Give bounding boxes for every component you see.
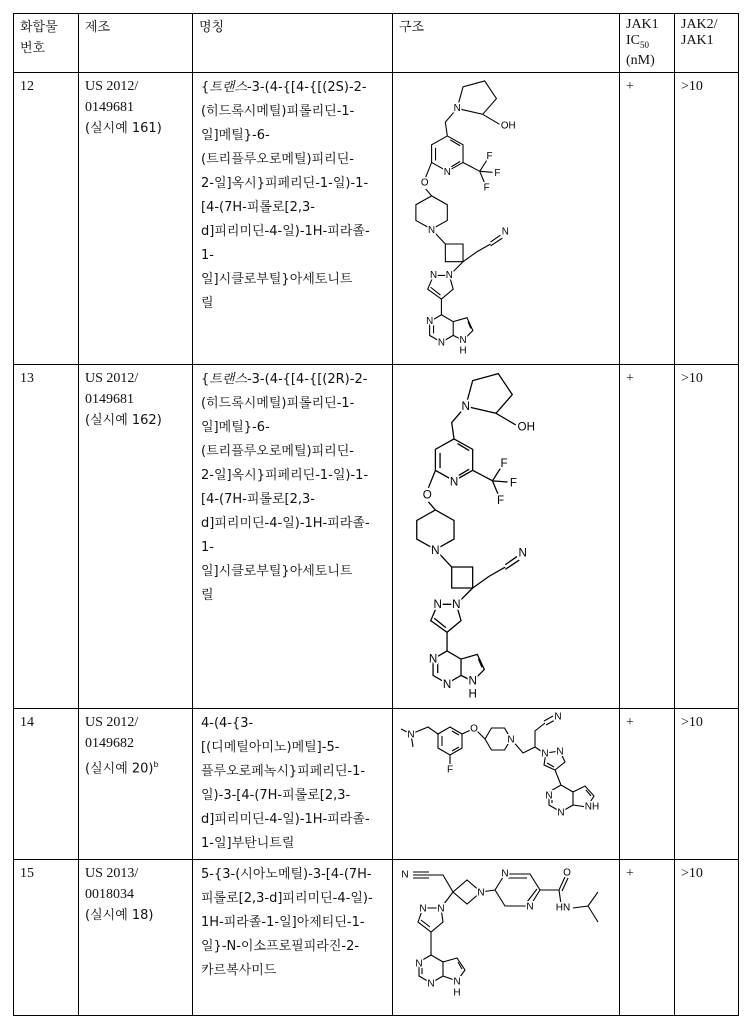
- structure-cell: [393, 708, 620, 859]
- name-line: 일)-3-[4-(7H-피롤로[2,3-: [201, 784, 386, 808]
- prep-line: 0149681: [85, 389, 186, 410]
- atom-label: N: [554, 711, 561, 722]
- table-row: [14, 708, 739, 859]
- table-row: [14, 859, 739, 1015]
- italic-prefix: 트랜스: [209, 372, 247, 387]
- atom-label: N: [415, 958, 422, 969]
- header-line: [626, 33, 668, 53]
- atom-label: N: [419, 903, 426, 914]
- table-row: [14, 72, 739, 364]
- table-row: [14, 364, 739, 708]
- prep-cell: [79, 859, 193, 1015]
- name-cell: [193, 72, 393, 364]
- name-line: 카르복사미드: [201, 959, 386, 983]
- atom-label: OH: [518, 421, 535, 434]
- name-cell: [193, 364, 393, 708]
- atom-label: N: [526, 901, 533, 912]
- atom-label: N: [461, 400, 469, 413]
- atom-label: N: [459, 335, 466, 346]
- header-line: JAK2/: [681, 17, 732, 33]
- header-row: [14, 14, 739, 73]
- name-line: 2-일]옥시}피페리딘-1-일)-1-: [201, 464, 386, 488]
- atom-label: N: [431, 544, 439, 557]
- structure-diagram: [405, 369, 545, 701]
- atom-label: N: [501, 868, 508, 879]
- header-line: JAK1: [681, 33, 732, 49]
- name-line: [201, 76, 386, 100]
- header-compound-no: [14, 14, 79, 73]
- header-line: 번호: [20, 38, 72, 59]
- bonds: [401, 716, 594, 812]
- prep-line: 0149681: [85, 97, 186, 118]
- name-line: 플루오로페녹시}피페리딘-1-: [201, 760, 386, 784]
- name-cell: [193, 708, 393, 859]
- compound-table: [13, 13, 739, 1016]
- atom-label: N: [519, 546, 527, 559]
- name-line: 일]메틸}-6-: [201, 416, 386, 440]
- name-line: d]피리미딘-4-일)-1H-피라졸-: [201, 220, 386, 244]
- structure-cell: [393, 859, 620, 1015]
- atom-label: F: [447, 764, 453, 775]
- ic-text: IC: [626, 33, 640, 48]
- atom-label: H: [459, 345, 466, 356]
- name-rest: -3-(4-{[4-{[(2R)-2-: [247, 372, 367, 387]
- atom-label: O: [421, 177, 429, 188]
- name-line: [4-(7H-피롤로[2,3-: [201, 488, 386, 512]
- prep-cell: [79, 72, 193, 364]
- jak2-jak1-ratio: >10: [675, 859, 739, 1015]
- name-line: 일]시클로부틸}아세토니트: [201, 560, 386, 584]
- italic-prefix: 트랜스: [209, 80, 247, 95]
- prep-line: (실시예 18): [85, 905, 186, 926]
- jak2-jak1-ratio: >10: [675, 708, 739, 859]
- name-line: 1-: [201, 536, 386, 560]
- atom-label: F: [510, 476, 517, 489]
- atom-label: N: [556, 746, 563, 757]
- prep-line: 0149682: [85, 733, 186, 754]
- atom-label: O: [563, 867, 571, 878]
- atom-label: N: [507, 734, 514, 745]
- atom-label: N: [454, 103, 461, 114]
- name-line: 5-{3-(시아노메틸)-3-[4-(7H-: [201, 863, 386, 887]
- prep-line: [85, 754, 186, 779]
- atom-label: N: [443, 678, 451, 691]
- prep-line: (실시예 162): [85, 410, 186, 431]
- atom-label: N: [426, 316, 433, 327]
- atom-label: F: [484, 182, 490, 193]
- name-line: (히드록시메틸)피롤리딘-1-: [201, 392, 386, 416]
- header-structure: 구조: [393, 14, 620, 73]
- atom-label: N: [557, 807, 564, 818]
- name-rest: -3-(4-{[4-{[(2S)-2-: [247, 80, 367, 95]
- prep-line: US 2013/: [85, 863, 186, 884]
- atom-label: HN: [556, 902, 570, 913]
- compound-no: 12: [14, 72, 79, 364]
- name-line: d]피리미딘-4-일)-1H-피라졸-: [201, 808, 386, 832]
- atom-label: H: [468, 687, 476, 700]
- name-line: 4-(4-{3-: [201, 712, 386, 736]
- atom-label: N: [427, 978, 434, 989]
- atom-label: O: [423, 488, 432, 501]
- atom-label: N: [429, 652, 437, 665]
- brace: {: [201, 80, 209, 95]
- atom-label: N: [444, 167, 451, 178]
- atom-label: F: [497, 494, 504, 507]
- header-line: (nM): [626, 53, 668, 69]
- structure-diagram: [393, 709, 619, 848]
- prep-line: 0018034: [85, 884, 186, 905]
- atom-label: N: [502, 227, 509, 238]
- name-line: 일]시클로부틸}아세토니트: [201, 268, 386, 292]
- jak1-ic50: +: [620, 859, 675, 1015]
- atom-label: N: [407, 729, 414, 740]
- structure-cell: [393, 364, 620, 708]
- name-line: [(디메틸아미노)메틸]-5-: [201, 736, 386, 760]
- atom-label: N: [545, 790, 552, 801]
- name-line: (트리플루오로메틸)피리딘-: [201, 440, 386, 464]
- header-line: 화합물: [20, 17, 72, 38]
- prep-line: US 2012/: [85, 368, 186, 389]
- structure-cell: [393, 72, 620, 364]
- structure-diagram: [405, 77, 525, 357]
- header-line: JAK1: [626, 17, 668, 33]
- atom-label: N: [452, 598, 460, 611]
- jak1-ic50: +: [620, 364, 675, 708]
- compound-no: 14: [14, 708, 79, 859]
- bonds: [417, 373, 520, 683]
- jak2-jak1-ratio: >10: [675, 364, 739, 708]
- prep-example: (실시예 20): [85, 761, 154, 776]
- prep-line: (실시예 161): [85, 118, 186, 139]
- name-line: 릴: [201, 292, 386, 316]
- atom-label: F: [487, 151, 493, 162]
- atom-label: N: [428, 225, 435, 236]
- name-line: 1-일]부탄니트릴: [201, 832, 386, 856]
- brace: {: [201, 372, 209, 387]
- atom-label: N: [468, 674, 476, 687]
- header-prep: 제조: [79, 14, 193, 73]
- atom-label: OH: [501, 120, 516, 131]
- header-jak1-ic50: [620, 14, 675, 73]
- bonds: [416, 81, 502, 342]
- jak1-ic50: +: [620, 708, 675, 859]
- atom-label: N: [434, 598, 442, 611]
- atom-label: O: [470, 723, 478, 734]
- atom-label: N: [437, 903, 444, 914]
- prep-cell: [79, 708, 193, 859]
- atom-label: F: [494, 168, 500, 179]
- jak2-jak1-ratio: >10: [675, 72, 739, 364]
- jak1-ic50: +: [620, 72, 675, 364]
- atom-label: NH: [585, 801, 599, 812]
- compound-no: 15: [14, 859, 79, 1015]
- header-name: 명칭: [193, 14, 393, 73]
- name-line: 일}-N-이소프로필피라진-2-: [201, 935, 386, 959]
- atom-label: N: [541, 748, 548, 759]
- name-line: [4-(7H-피롤로[2,3-: [201, 196, 386, 220]
- atom-label: N: [438, 338, 445, 349]
- name-line: 일]메틸}-6-: [201, 124, 386, 148]
- name-cell: [193, 859, 393, 1015]
- atom-label: N: [430, 270, 437, 281]
- name-line: 피롤로[2,3-d]피리미딘-4-일)-: [201, 887, 386, 911]
- name-line: (히드록시메틸)피롤리딘-1-: [201, 100, 386, 124]
- prep-line: US 2012/: [85, 76, 186, 97]
- atom-label: N: [450, 475, 458, 488]
- footnote-marker: b: [154, 760, 159, 769]
- bonds: [413, 872, 598, 983]
- name-line: [201, 368, 386, 392]
- atom-label: N: [477, 887, 484, 898]
- name-line: d]피리미딘-4-일)-1H-피라졸-: [201, 512, 386, 536]
- ic-sub: 50: [640, 40, 649, 50]
- atom-label: H: [453, 987, 460, 998]
- prep-cell: [79, 364, 193, 708]
- prep-line: US 2012/: [85, 712, 186, 733]
- atom-label: N: [446, 270, 453, 281]
- atom-label: N: [453, 976, 460, 987]
- compound-no: 13: [14, 364, 79, 708]
- name-line: (트리플루오로메틸)피리딘-: [201, 148, 386, 172]
- atom-label: N: [401, 869, 408, 880]
- name-line: 1-: [201, 244, 386, 268]
- atom-label: F: [501, 457, 508, 470]
- name-line: 2-일]옥시}피페리딘-1-일)-1-: [201, 172, 386, 196]
- name-line: 1H-피라졸-1-일]아제티딘-1-: [201, 911, 386, 935]
- name-line: 릴: [201, 584, 386, 608]
- header-ratio: [675, 14, 739, 73]
